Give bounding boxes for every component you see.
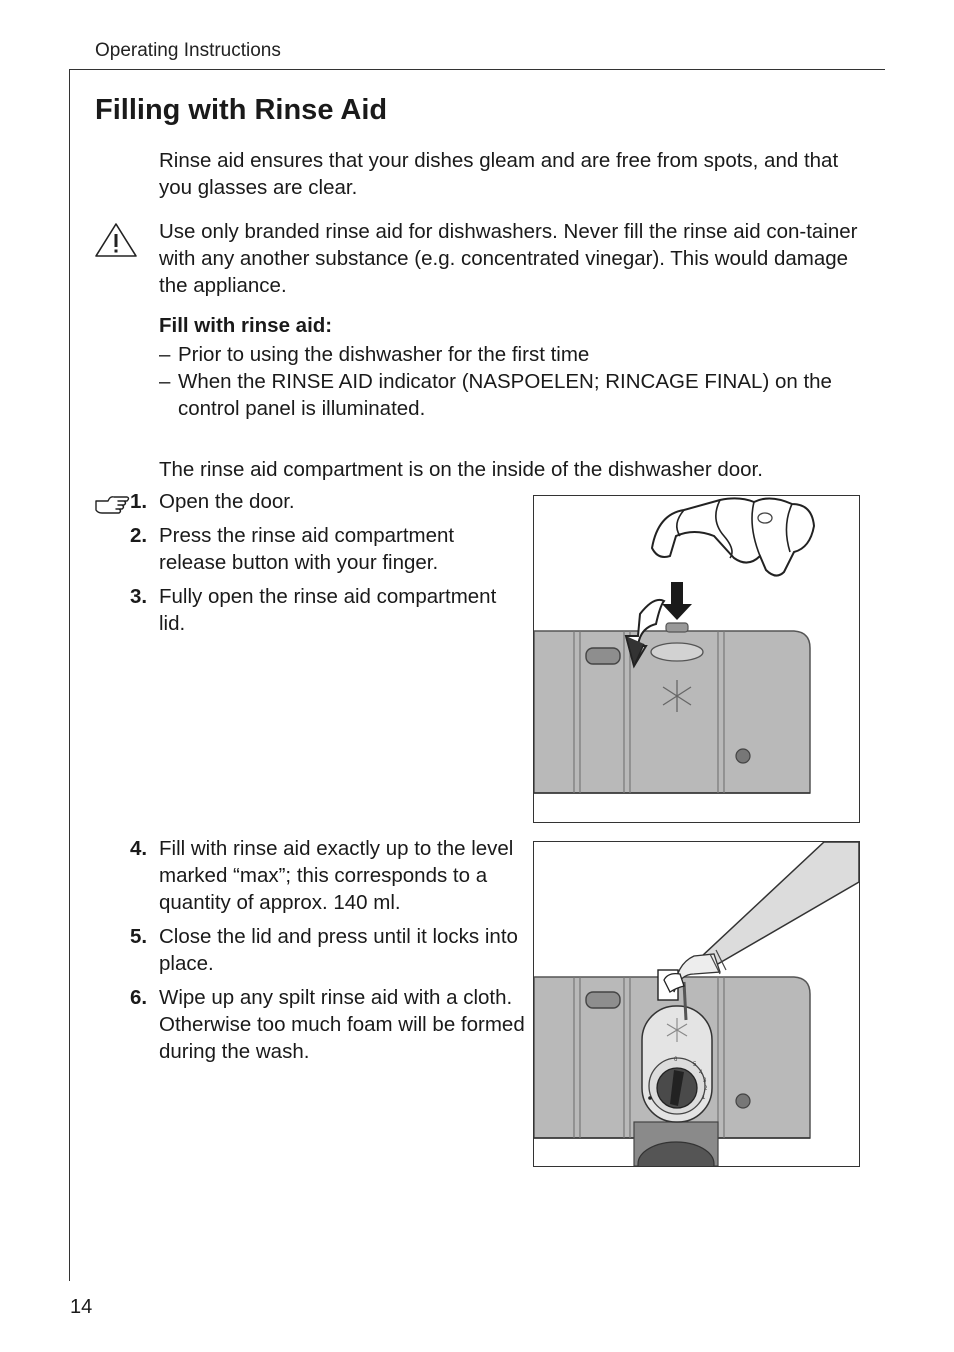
step-number: 5. [130,925,148,948]
step-text: Press the rinse aid compartment release button with your finger. [159,524,455,574]
margin-rule [69,69,70,1281]
step-text: Fill with rinse aid exactly up to the level marked “max”; this corresponds to a quantity of approx. 140 ml. [159,837,514,914]
step-number: 6. [130,986,148,1009]
step-item [130,488,525,515]
figure-fill-rinse-aid [533,841,860,1167]
dial-mark: 6 [674,1057,678,1063]
pouring-illustration [534,842,859,1166]
step-item [130,923,525,977]
fill-when-heading: Fill with rinse aid: [159,314,333,337]
list-item-text: Prior to using the dishwasher for the first time [178,343,590,366]
step-text: Close the lid and press until it locks into place. [159,925,518,975]
press-arrow-icon [662,582,692,620]
step-text: Open the door. [159,490,295,513]
warning-text: Use only branded rinse aid for dishwashers. Never fill the rinse aid con-tainer with any another substance (e.g. concentrated vinegar). This would damage the appliance. [159,220,858,297]
step-item [130,984,525,1065]
dash-bullet: – [159,343,171,366]
dash-bullet: – [159,370,171,393]
warning-triangle-icon [94,222,138,258]
step-number: 1. [130,490,148,513]
page-number: 14 [70,1296,93,1318]
dial-mark: 2 [704,1086,708,1092]
step-number: 3. [130,585,148,608]
page-title: Filling with Rinse Aid [95,94,388,126]
pointing-hand-icon [94,493,132,515]
location-note: The rinse aid compartment is on the inside of the dishwasher door. [159,458,763,481]
intro-paragraph: Rinse aid ensures that your dishes gleam and are free from spots, and that you glasses are clear. [159,149,839,199]
dial-mark: 5 [693,1062,697,1068]
list-item-text: When the RINSE AID indicator (NASPOELEN; RINCAGE FINAL) on the control panel is illuminated. [178,370,832,420]
figure-open-compartment [533,495,860,823]
dial-mark: 4 [699,1070,703,1076]
step-item [130,583,525,637]
list-item [159,341,859,368]
header-rule [69,69,885,70]
dial-mark: 3 [703,1078,707,1084]
running-header: Operating Instructions [95,40,281,61]
step-item [130,522,525,576]
dial-mark: 1 [702,1095,706,1101]
step-item [130,835,525,916]
list-item [159,368,859,422]
open-lid-illustration [534,496,859,822]
step-text: Wipe up any spilt rinse aid with a cloth. Otherwise too much foam will be formed during the wash. [159,986,525,1063]
step-number: 4. [130,837,148,860]
step-number: 2. [130,524,148,547]
step-text: Fully open the rinse aid compartment lid. [159,585,497,635]
